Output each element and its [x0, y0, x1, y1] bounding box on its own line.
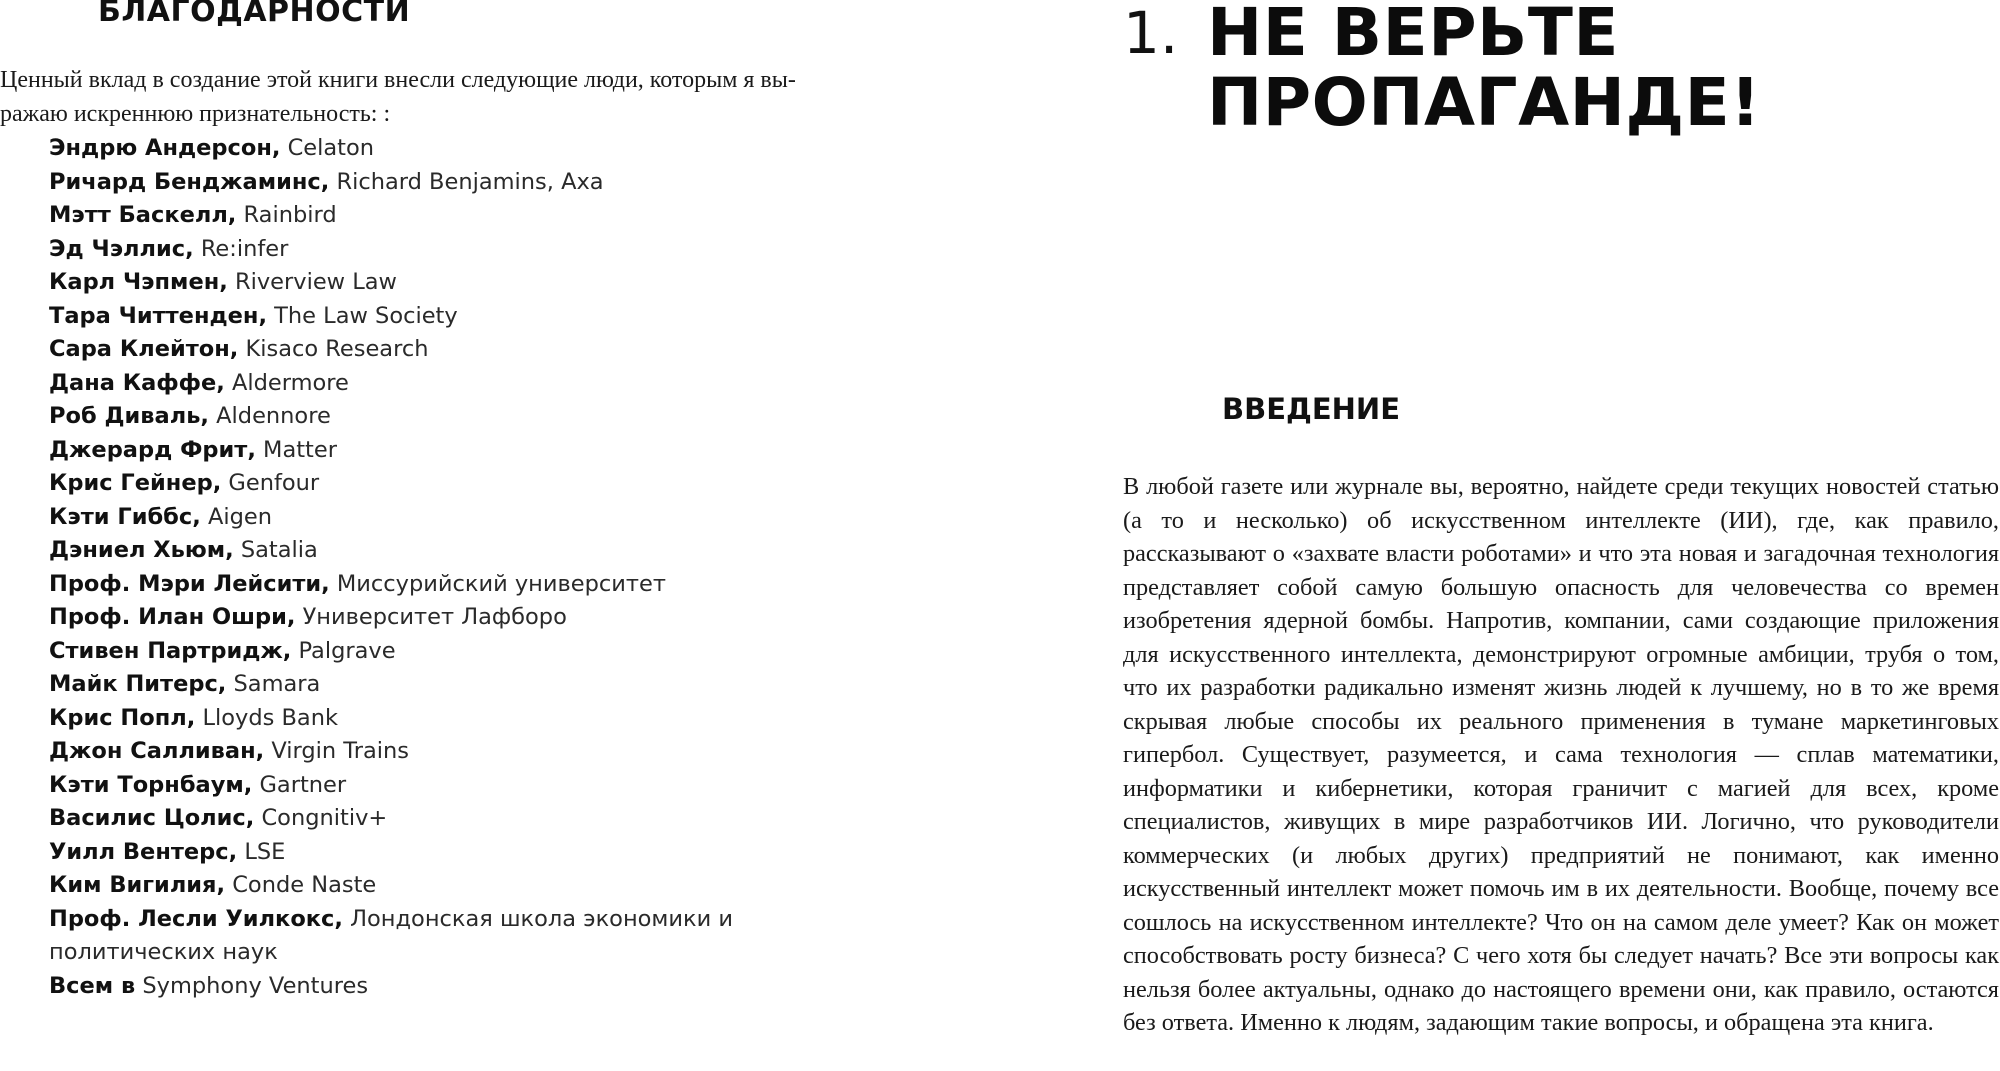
list-item: [49, 769, 889, 803]
list-item: [49, 903, 889, 970]
person-organization: Celaton: [287, 135, 375, 161]
person-organization: LSE: [244, 838, 286, 865]
person-organization: Rainbird: [243, 202, 337, 228]
person-name: Джерард Фрит,: [49, 436, 256, 463]
person-organization: Gartner: [259, 771, 347, 798]
person-name: Уилл Вентерс,: [49, 838, 238, 865]
list-item: [49, 635, 889, 669]
person-organization: The Law Society: [274, 302, 458, 329]
person-organization: Congnitiv+: [261, 805, 388, 831]
person-name: Крис Гейнер,: [49, 470, 222, 496]
list-item: [49, 836, 889, 870]
right-page: [1100, 0, 2000, 1071]
person-organization: Re:infer: [200, 235, 289, 262]
list-item: [49, 199, 889, 233]
list-item: [49, 534, 889, 568]
person-organization: Лондонская школа экономики и политических наук: [49, 905, 734, 965]
person-name: Роб Диваль,: [49, 403, 209, 429]
person-name: Ким Вигилия,: [49, 872, 226, 898]
chapter-title: НЕ ВЕРЬТЕ ПРОПАГАНДЕ!: [1207, 0, 1761, 141]
list-item: [49, 233, 889, 267]
acknowledgements-title: БЛАГОДАРНОСТИ: [98, 0, 411, 29]
list-item: [49, 132, 889, 166]
person-organization: Satalia: [240, 537, 318, 563]
list-item: [49, 166, 889, 200]
person-organization: Lloyds Bank: [202, 704, 338, 731]
person-name: Сара Клейтон,: [49, 336, 239, 362]
person-name: Эд Чэллис,: [49, 235, 194, 262]
person-name: Проф. Мэри Лейсити,: [49, 570, 330, 597]
list-item: [49, 501, 889, 535]
person-name: Кэти Торнбаум,: [49, 771, 253, 798]
acknowledgements-list: [49, 132, 889, 1003]
person-name: Эндрю Андерсон,: [49, 135, 281, 161]
person-organization: Aigen: [207, 503, 272, 530]
list-item: [49, 970, 889, 1004]
person-name: Дана Каффе,: [49, 369, 225, 396]
list-item: [49, 367, 889, 401]
person-name: Тара Читтенден,: [49, 302, 268, 329]
person-name: Крис Попл,: [49, 704, 196, 731]
person-name: Проф. Илан Ошри,: [49, 604, 296, 630]
person-name: Всем в: [49, 972, 136, 999]
person-organization: Richard Benjamins, Axa: [336, 168, 604, 195]
list-item: [49, 735, 889, 769]
person-organization: Kisaco Research: [245, 336, 429, 362]
list-item: [49, 802, 889, 836]
person-name: Дэниел Хьюм,: [49, 537, 234, 563]
acknowledgements-intro: Ценный вклад в создание этой книги внесли следующие люди, которым я вы- ражаю искреннюю признательность: :: [0, 67, 796, 127]
person-name: Джон Салливан,: [49, 738, 265, 764]
introduction-title: ВВЕДЕНИЕ: [1222, 392, 1401, 426]
person-organization: Matter: [263, 436, 337, 463]
introduction-paragraph: В любой газете или журнале вы, вероятно, найдете среди текущих новостей статью (а то и несколько) об искусственном интеллекте (ИИ), где, как правило, рассказывают о «захвате власти роботами» и что эта новая и загадочная технология представляет собой самую большую опасность для человечества со времен изобретения ядерной бомбы. Напротив, компании, сами создающие приложения для искусственного интеллекта, демонстрируют огромные амбиции, трубя о том, что их разработки радикально изменят жизнь людей к лучшему, но в то же время скрывая любые способы их реального применения в тумане маркетинговых гипербол. Существует, разумеется, и сама технология — сплав математики, информатики и кибернетики, которая граничит с магией для всех, кроме специалистов, живущих в мире разработчиков ИИ. Логично, что руководители коммерческих (и любых других) предприятий не понимают, как именно искусственный интеллект может помочь им в их деятельности. Вообще, почему все сошлось на искусственном интеллекте? Что он на самом деле умеет? Как он может способствовать росту бизнеса? С чего хотя бы следует начать? Все эти вопросы как нельзя более актуальны, однако до настоящего времени они, как правило, остаются без ответа. Именно к людям, задающим такие вопросы, и обращена эта книга.: [1123, 473, 1999, 1036]
person-organization: Миссурийский университет: [336, 570, 666, 597]
person-organization: Virgin Trains: [271, 738, 410, 764]
person-name: Ричард Бенджаминс,: [49, 168, 330, 195]
person-organization: Conde Naste: [232, 872, 377, 898]
person-organization: Aldennore: [216, 403, 331, 429]
list-item: [49, 668, 889, 702]
list-item: [49, 400, 889, 434]
list-item: [49, 467, 889, 501]
list-item: [49, 266, 889, 300]
person-organization: Genfour: [228, 470, 320, 496]
person-organization: Riverview Law: [234, 269, 397, 295]
list-item: [49, 601, 889, 635]
person-name: Карл Чэпмен,: [49, 269, 228, 295]
person-name: Майк Питерс,: [49, 671, 227, 697]
list-item: [49, 300, 889, 334]
person-name: Кэти Гиббс,: [49, 503, 201, 530]
list-item: [49, 702, 889, 736]
list-item: [49, 568, 889, 602]
person-name: Мэтт Баскелл,: [49, 202, 237, 228]
person-organization: Университет Лафборо: [302, 604, 567, 630]
person-organization: Palgrave: [298, 637, 396, 664]
list-item: [49, 333, 889, 367]
person-organization: Samara: [233, 671, 321, 697]
list-item: [49, 869, 889, 903]
list-item: [49, 434, 889, 468]
person-organization: Aldermore: [231, 369, 349, 396]
chapter-number: 1.: [1123, 0, 1179, 67]
person-name: Стивен Партридж,: [49, 637, 292, 664]
person-name: Проф. Лесли Уилкокс,: [49, 905, 343, 932]
person-organization: Symphony Ventures: [142, 972, 369, 999]
person-name: Василис Цолис,: [49, 805, 255, 831]
